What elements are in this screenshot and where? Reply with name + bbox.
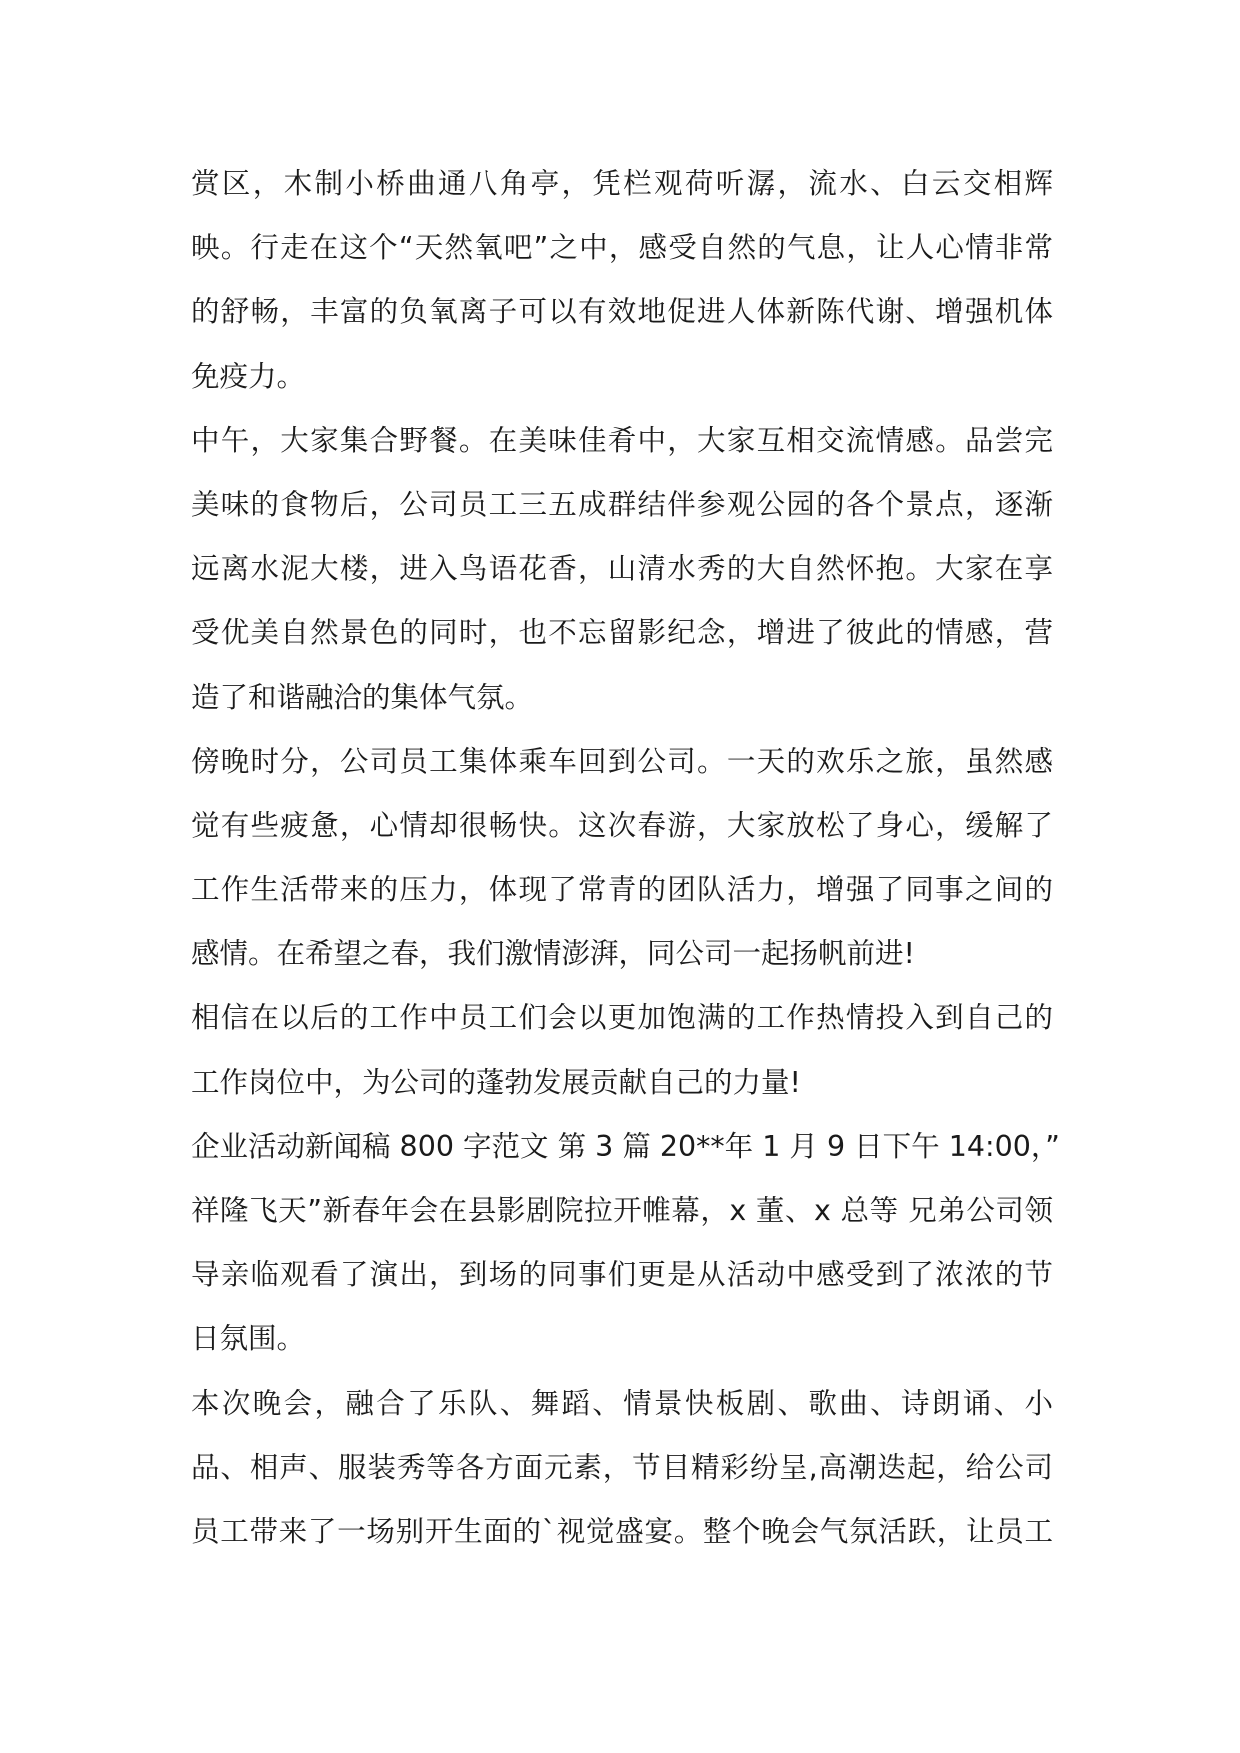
text-line: 品、相声、服装秀等各方面元素，节目精彩纷呈,高潮迭起，给公司 (191, 1450, 1053, 1484)
text-line: 映。行走在这个“天然氧吧”之中，感受自然的气息，让人心情非常 (191, 231, 1053, 265)
text-line: 感情。在希望之春，我们激情澎湃，同公司一起扬帆前进! (191, 937, 915, 971)
text-line: 祥隆飞天”新春年会在县影剧院拉开帷幕，x 董、x 总等 兄弟公司领 (191, 1194, 1053, 1227)
text-line: 导亲临观看了演出，到场的同事们更是从活动中感受到了浓浓的节 (191, 1258, 1053, 1292)
article-body (191, 152, 1060, 1564)
text-line: 相信在以后的工作中员工们会以更加饱满的工作热情投入到自己的 (191, 1001, 1053, 1035)
text-line: 本次晚会，融合了乐队、舞蹈、情景快板剧、歌曲、诗朗诵、小 (191, 1386, 1053, 1420)
text-line: 美味的食物后，公司员工三五成群结伴参观公园的各个景点，逐渐 (191, 487, 1053, 521)
text-line: 免疫力。 (191, 359, 306, 393)
text-line: 傍晚时分，公司员工集体乘车回到公司。一天的欢乐之旅，虽然感 (191, 744, 1053, 778)
text-line: 工作岗位中，为公司的蓬勃发展贡献自己的力量! (191, 1065, 801, 1099)
text-line: 远离水泥大楼，进入鸟语花香，山清水秀的大自然怀抱。大家在享 (191, 552, 1053, 586)
text-line: 赏区，木制小桥曲通八角亭，凭栏观荷听潺，流水、白云交相辉 (191, 167, 1053, 200)
text-line: 觉有些疲惫，心情却很畅快。这次春游，大家放松了身心，缓解了 (191, 808, 1053, 842)
text-line: 员工带来了一场别开生面的`视觉盛宴。整个晚会气氛活跃，让员工 (191, 1514, 1053, 1548)
text-line: 工作生活带来的压力，体现了常青的团队活力，增强了同事之间的 (191, 873, 1053, 907)
text-line: 造了和谐融洽的集体气氛。 (191, 680, 534, 714)
text-line: 日氛围。 (191, 1322, 306, 1356)
text-line: 的舒畅，丰富的负氧离子可以有效地促进人体新陈代谢、增强机体 (191, 295, 1053, 329)
text-line: 受优美自然景色的同时，也不忘留影纪念，增进了彼此的情感，营 (191, 616, 1053, 650)
text-line: 企业活动新闻稿 800 字范文 第 3 篇 20**年 1 月 9 日下午 14:00，” (191, 1129, 1060, 1163)
text-line: 中午，大家集合野餐。在美味佳肴中，大家互相交流情感。品尝完 (191, 423, 1053, 457)
